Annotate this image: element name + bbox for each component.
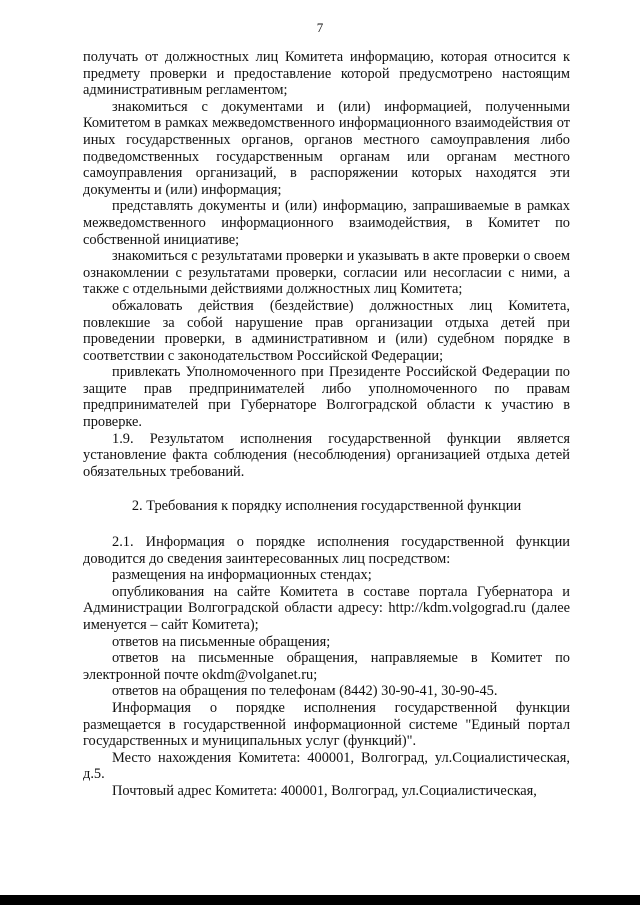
scan-bottom-edge <box>0 895 640 905</box>
paragraph: обжаловать действия (бездействие) должностных лиц Комитета, повлекшие за собой нарушение прав организации отдыха детей при проведении проверки, в административном и (или) судебном порядке в соответствии с законодательством Российской Федерации; <box>83 297 570 364</box>
page-number: 7 <box>316 20 324 35</box>
paragraph: 2.1. Информация о порядке исполнения государственной функции доводится до сведения заинтересованных лиц посредством: <box>83 534 570 567</box>
paragraph: привлекать Уполномоченного при Президенте Российской Федерации по защите прав предпринимателей либо уполномоченного по правам предпринимателей при Губернаторе Волгоградской области к участию в проверке. <box>83 364 570 431</box>
paragraph: получать от должностных лиц Комитета информацию, которая относится к предмету проверки и предоставление которой предусмотрено настоящим административным регламентом; <box>83 49 570 99</box>
section-2-body <box>83 534 570 800</box>
paragraph: Информация о порядке исполнения государственной функции размещается в государственной информационной системе "Единый портал государственных и муниципальных услуг (функций)". <box>83 699 570 750</box>
paragraph: Место нахождения Комитета: 400001, Волгоград, ул.Социалистическая, д.5. <box>83 749 570 783</box>
document-body <box>83 49 570 800</box>
paragraph: знакомиться с результатами проверки и указывать в акте проверки о своем ознакомлении с результатами проверки, согласии или несогласии с ними, а также с отдельными действиями должностных лиц Комитета; <box>83 248 570 298</box>
paragraph: ответов на обращения по телефонам (8442) 30-90-41, 30-90-45. <box>112 683 498 700</box>
paragraph: ответов на письменные обращения; <box>112 633 331 650</box>
paragraph: опубликования на сайте Комитета в составе портала Губернатора и Администрации Волгоградской области адресу: http://kdm.volgograd.ru (далее именуется – сайт Комитета); <box>83 583 570 633</box>
paragraph: ответов на письменные обращения, направляемые в Комитет по электронной почте okdm@volganet.ru; <box>83 650 570 683</box>
paragraph: знакомиться с документами и (или) информацией, полученными Комитетом в рамках межведомственного информационного взаимодействия от иных государственных органов, органов местного самоуправления либо подведомственных государственным органам или органам местного самоуправления организаций, в распоряжении которых находятся эти документы и (или) информация; <box>83 98 570 198</box>
paragraph: размещения на информационных стендах; <box>112 567 372 584</box>
section-heading: 2. Требования к порядку исполнения государственной функции <box>131 498 522 515</box>
paragraph: 1.9. Результатом исполнения государственной функции является установление факта соблюдения (несоблюдения) организацией отдыха детей обязательных требований. <box>83 430 570 480</box>
paragraph: Почтовый адрес Комитета: 400001, Волгоград, ул.Социалистическая, <box>112 782 537 799</box>
section-1-continuation <box>83 49 570 480</box>
paragraph: представлять документы и (или) информацию, запрашиваемые в рамках межведомственного информационного взаимодействия, в Комитет по собственной инициативе; <box>83 198 570 248</box>
